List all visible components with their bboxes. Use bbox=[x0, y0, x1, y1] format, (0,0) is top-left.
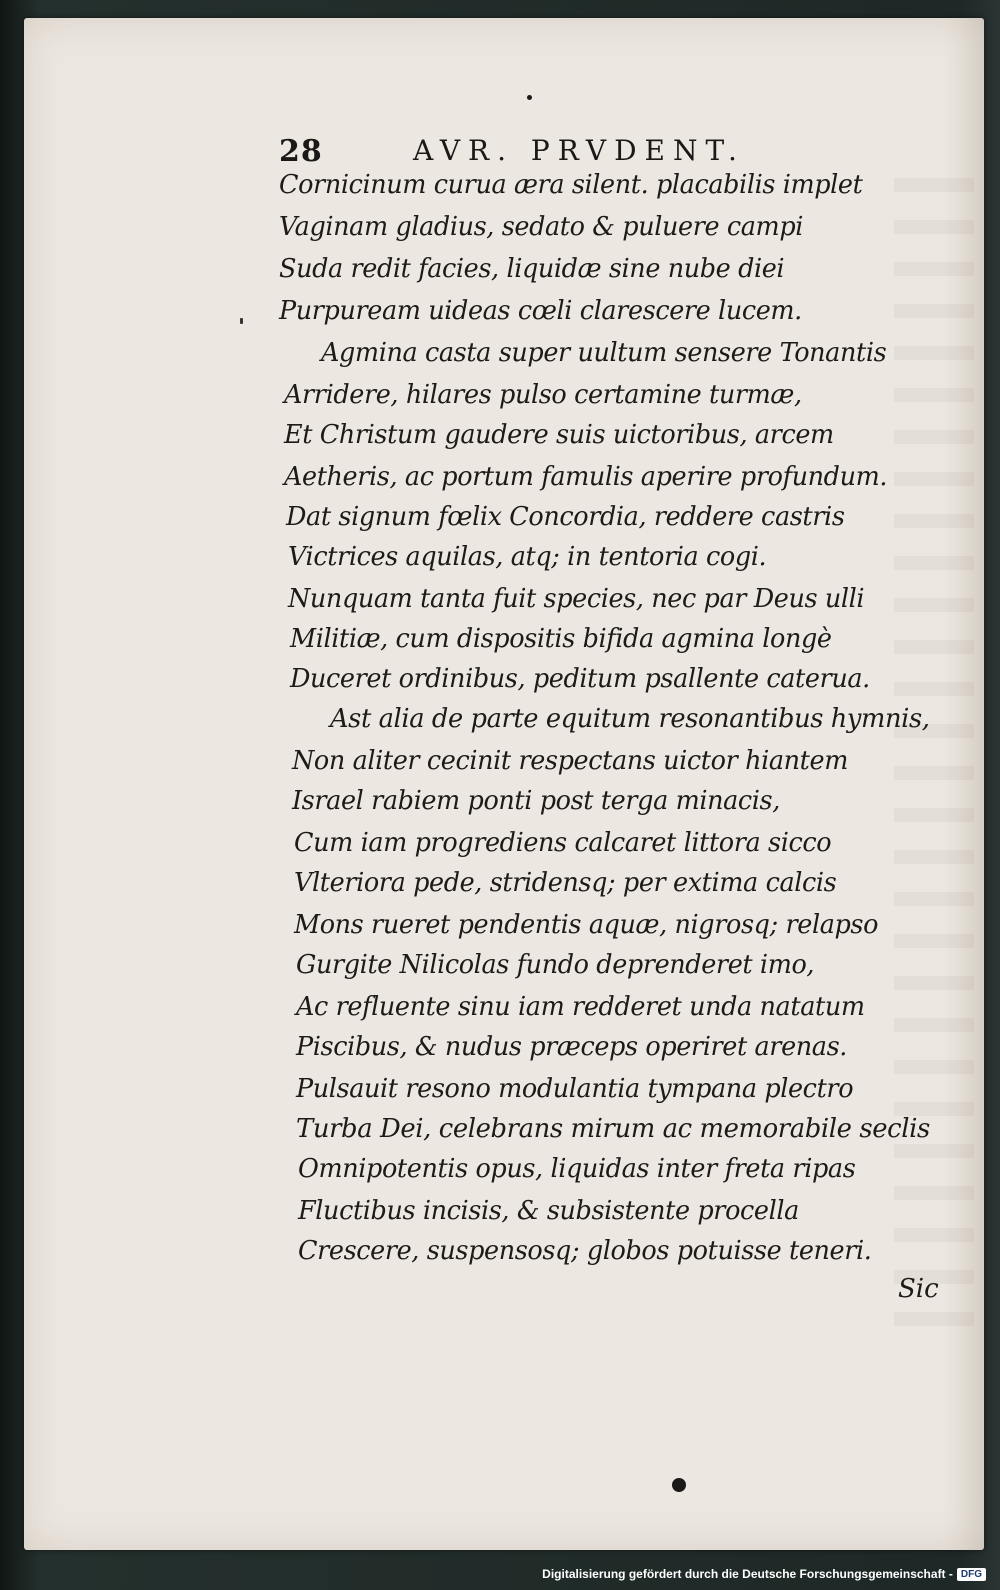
page-number: 28 bbox=[279, 134, 323, 169]
verse-line: Arridere, hilares pulso certamine turmæ, bbox=[284, 380, 802, 410]
verse-line: Suda redit facies, liquidæ sine nube diei bbox=[279, 254, 785, 284]
verse-line: Purpuream uideas cœli clarescere lucem. bbox=[279, 296, 802, 326]
digitization-credit bbox=[542, 1562, 986, 1586]
ink-dot-bottom bbox=[672, 1478, 686, 1492]
verse-line: Vaginam gladius, sedato & puluere campi bbox=[279, 212, 804, 242]
verse-line: Ac refluente sinu iam redderet unda natatum bbox=[296, 992, 865, 1022]
verse-line: Nunquam tanta fuit species, nec par Deus ulli bbox=[288, 584, 865, 614]
verse-line: Cornicinum curua æra silent. placabilis implet bbox=[279, 170, 863, 200]
credit-text: Digitalisierung gefördert durch die Deutsche Forschungsgemeinschaft - bbox=[542, 1567, 953, 1581]
verse-line: Fluctibus incisis, & subsistente procella bbox=[298, 1196, 799, 1226]
running-title: AVR. PRVDENT. bbox=[413, 134, 745, 167]
verse-line: Israel rabiem ponti post terga minacis, bbox=[292, 786, 780, 816]
verse-line: Crescere, suspensosq; globos potuisse teneri. bbox=[298, 1236, 872, 1266]
verse-line: Militiæ, cum dispositis bifida agmina longè bbox=[290, 624, 832, 654]
verse-line: Piscibus, & nudus præceps operiret arenas. bbox=[296, 1032, 847, 1062]
verse-line: Ast alia de parte equitum resonantibus hymnis, bbox=[330, 704, 930, 734]
verse-line: Aetheris, ac portum famulis aperire profundum. bbox=[284, 462, 888, 492]
verse-line: Turba Dei, celebrans mirum ac memorabile seclis bbox=[296, 1114, 930, 1144]
verse-line: Dat signum fœlix Concordia, reddere castris bbox=[286, 502, 845, 532]
verse-line: Agmina casta super uultum sensere Tonantis bbox=[321, 338, 887, 368]
verse-line: Mons rueret pendentis aquæ, nigrosq; relapso bbox=[294, 910, 879, 940]
verse-line: Duceret ordinibus, peditum psallente caterua. bbox=[290, 664, 870, 694]
catchword: Sic bbox=[898, 1274, 939, 1304]
dfg-logo-icon: DFG bbox=[957, 1568, 986, 1581]
verse-line: Non aliter cecinit respectans uictor hiantem bbox=[292, 746, 848, 776]
verse-line: Cum iam progrediens calcaret littora sicco bbox=[294, 828, 832, 858]
verse-line: Et Christum gaudere suis uictoribus, arcem bbox=[284, 420, 834, 450]
verse-line: Omnipotentis opus, liquidas inter freta ripas bbox=[298, 1154, 856, 1184]
verse-line: Vlteriora pede, stridensq; per extima calcis bbox=[294, 868, 837, 898]
verse-line: Gurgite Nilicolas fundo deprenderet imo, bbox=[296, 950, 815, 980]
verse-line: Victrices aquilas, atq; in tentoria cogi. bbox=[288, 542, 767, 572]
verse-line: Pulsauit resono modulantia tympana plectro bbox=[296, 1074, 854, 1104]
